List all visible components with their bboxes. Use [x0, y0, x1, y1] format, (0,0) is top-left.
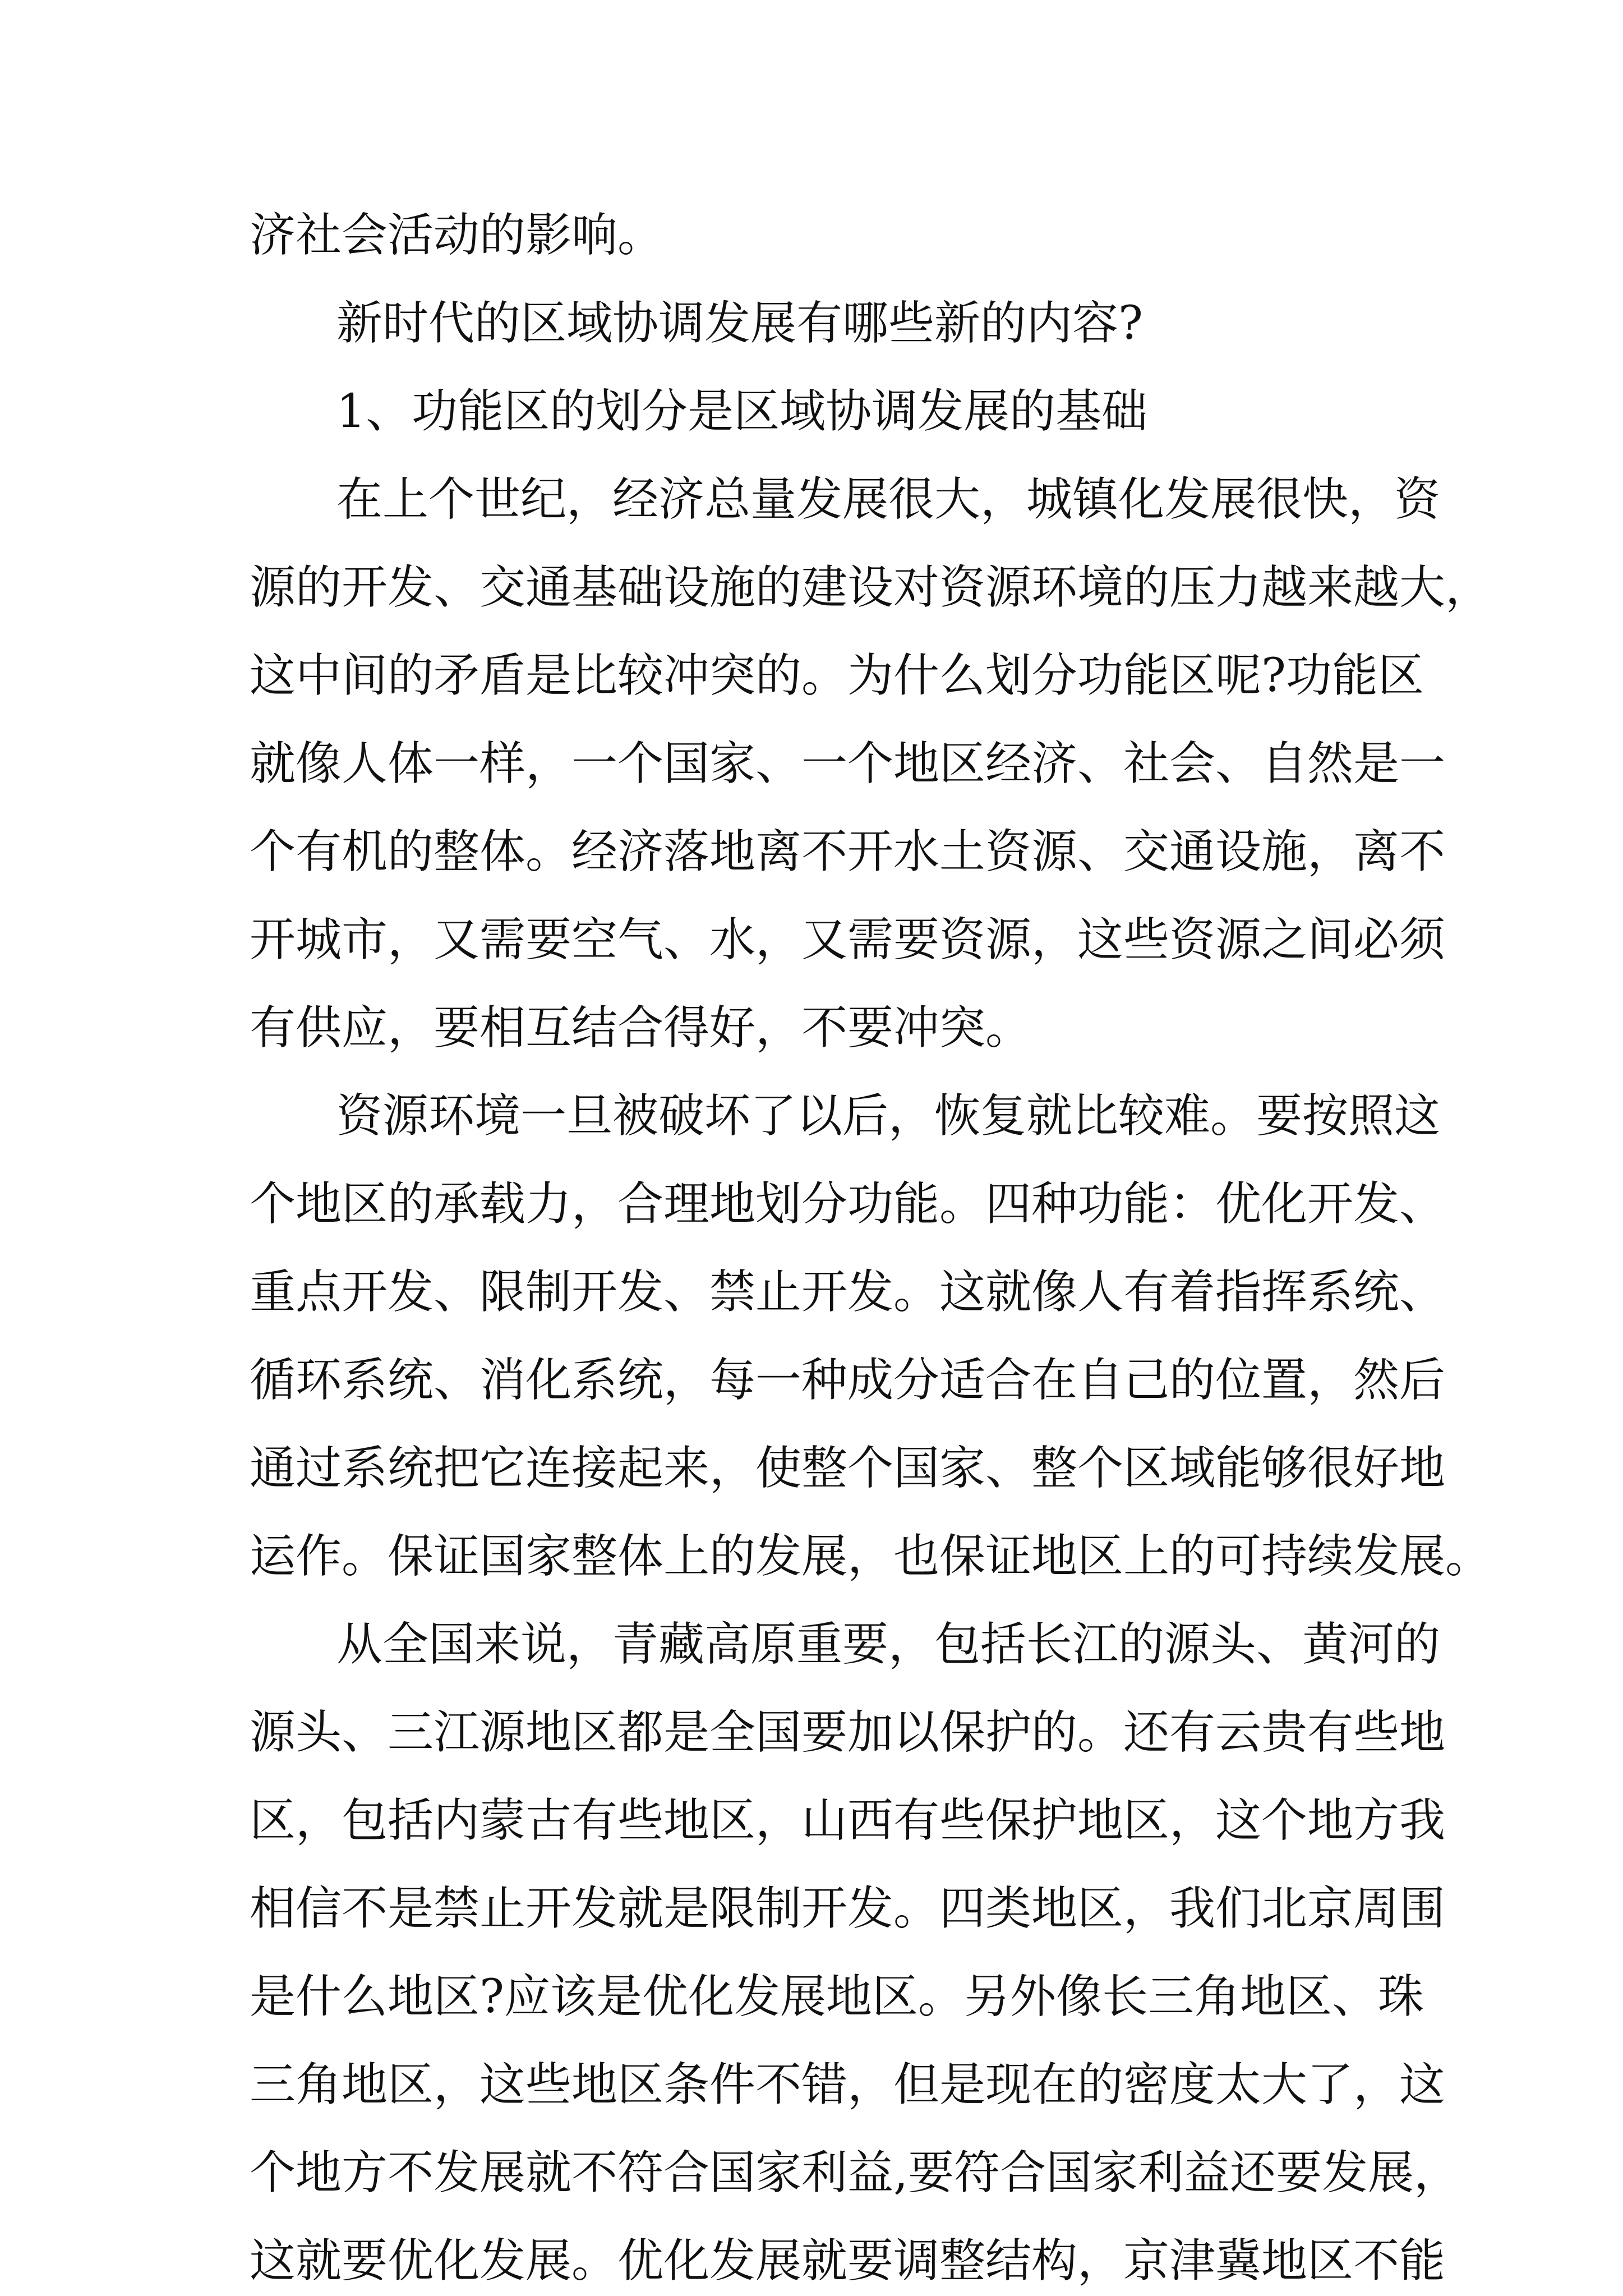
text-line: 开城市，又需要空气、水，又需要资源，这些资源之间必须 [250, 913, 1446, 967]
text-line: 1、功能区的划分是区域协调发展的基础 [336, 385, 1148, 438]
text-line: 相信不是禁止开发就是限制开发。四类地区，我们北京周围 [250, 1882, 1446, 1935]
text-line: 有供应，要相互结合得好，不要冲突。 [250, 1001, 1032, 1055]
text-line: 个地区的承载力，合理地划分功能。四种功能：优化开发、 [250, 1177, 1446, 1231]
text-line: 通过系统把它连接起来，使整个国家、整个区域能够很好地 [250, 1442, 1446, 1495]
text-line: 运作。保证国家整体上的发展，也保证地区上的可持续发展。 [250, 1530, 1492, 1583]
text-line: 资源环境一旦被破坏了以后，恢复就比较难。要按照这 [336, 1089, 1441, 1143]
text-line: 循环系统、消化系统，每一种成分适合在自己的位置，然后 [250, 1354, 1446, 1407]
text-line: 这就要优化发展。优化发展就要调整结构，京津冀地区不能 [250, 2234, 1446, 2288]
text-line: 这中间的矛盾是比较冲突的。为什么划分功能区呢?功能区 [250, 649, 1424, 702]
text-line: 三角地区，这些地区条件不错，但是现在的密度太大了，这 [250, 2058, 1446, 2111]
text-line: 区，包括内蒙古有些地区，山西有些保护地区，这个地方我 [250, 1794, 1446, 1847]
text-line: 济社会活动的影响。 [250, 209, 664, 262]
text-line: 个地方不发展就不符合国家利益,要符合国家利益还要发展， [250, 2146, 1460, 2200]
text-line: 重点开发、限制开发、禁止开发。这就像人有着指挥系统、 [250, 1266, 1446, 1319]
text-line: 是什么地区?应该是优化发展地区。另外像长三角地区、珠 [250, 1970, 1424, 2023]
text-line: 从全国来说，青藏高原重要，包括长江的源头、黄河的 [336, 1618, 1441, 1671]
text-line: 源的开发、交通基础设施的建设对资源环境的压力越来越大， [250, 561, 1492, 614]
text-line: 就像人体一样，一个国家、一个地区经济、社会、自然是一 [250, 737, 1446, 790]
text-line: 源头、三江源地区都是全国要加以保护的。还有云贵有些地 [250, 1706, 1446, 1759]
text-line: 新时代的区域协调发展有哪些新的内容? [336, 297, 1143, 350]
text-line: 个有机的整体。经济落地离不开水土资源、交通设施，离不 [250, 825, 1446, 878]
text-line: 在上个世纪，经济总量发展很大，城镇化发展很快，资 [336, 473, 1441, 526]
